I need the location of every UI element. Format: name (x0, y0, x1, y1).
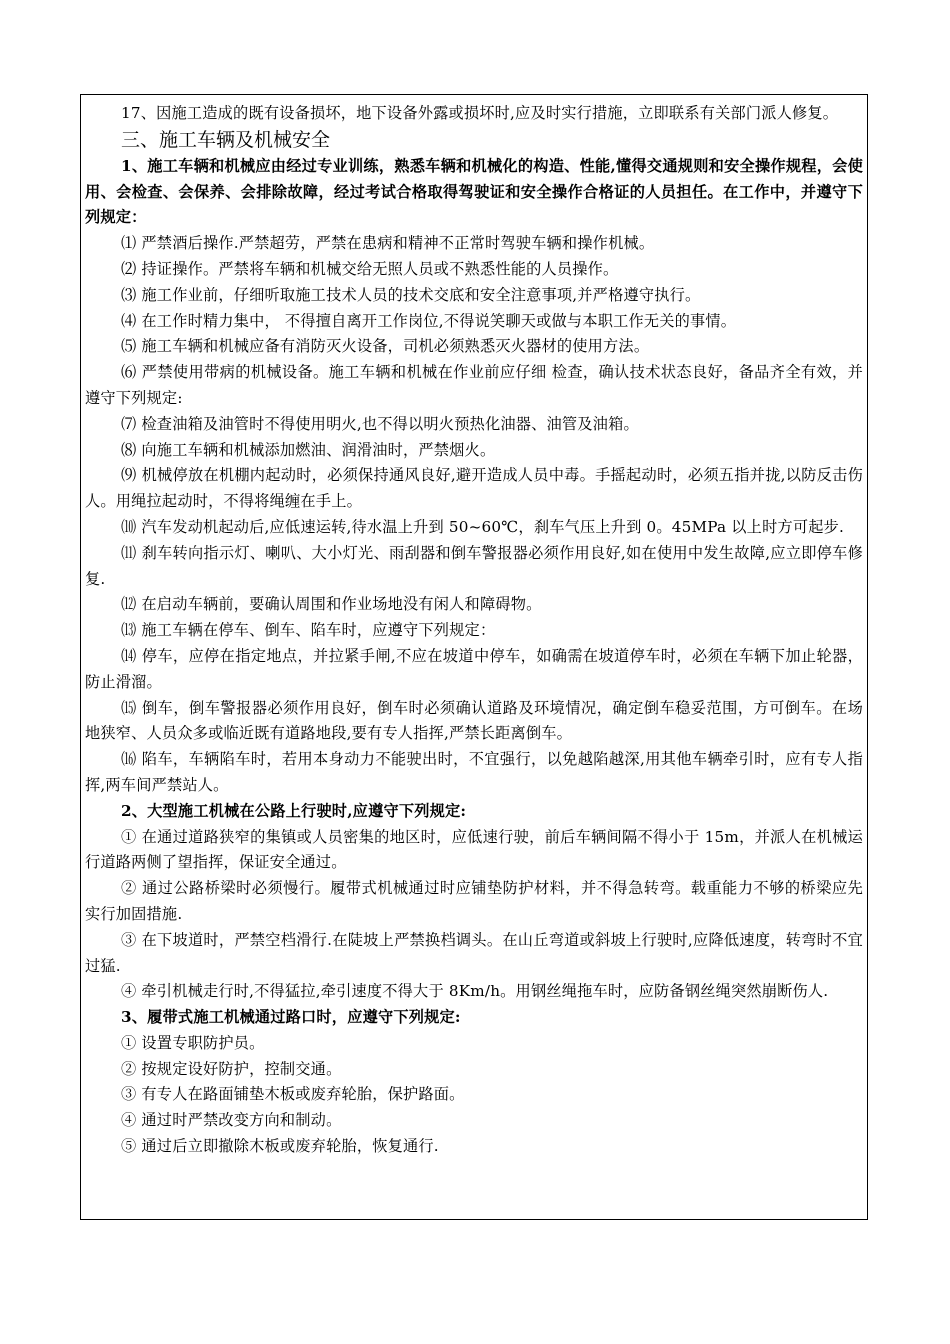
rule-1-item: ⑿ 在启动车辆前，要确认周围和作业场地没有闲人和障碍物。 (121, 595, 542, 614)
rule-1-item: ⑼ 机械停放在机棚内起动时，必须保持通风良好,避开造成人员中毒。手摇起动时，必须五指并拢,以防反击伤人。用绳拉起动时，不得将绳缠在手上。 (85, 466, 863, 511)
rule-1-item: ⑵ 持证操作。严禁将车辆和机械交给无照人员或不熟悉性能的人员操作。 (121, 259, 619, 278)
rule-1-item: ⑻ 向施工车辆和机械添加燃油、润滑油时，严禁烟火。 (121, 440, 496, 459)
rule-3-item: ① 设置专职防护员。 (121, 1033, 265, 1052)
rule-1-item: ⑶ 施工作业前，仔细听取施工技术人员的技术交底和安全注意事项,并严格遵守执行。 (121, 285, 701, 304)
section-heading: 三、施工车辆及机械安全 (121, 128, 331, 151)
rule-1-item: ⑹ 严禁使用带病的机械设备。施工车辆和机械在作业前应仔细 检查，确认技术状态良好，备品齐全有效，并遵守下列规定: (85, 363, 863, 407)
rule-1-item: ⒁ 停车，应停在指定地点，并拉紧手闸,不应在坡道中停车，如确需在坡道停车时，必须在车辆下加止轮器，防止滑溜。 (85, 646, 863, 691)
rule-3-item: ② 按规定设好防护，控制交通。 (121, 1059, 342, 1078)
rule-1-item: ⒃ 陷车，车辆陷车时，若用本身动力不能驶出时，不宜强行，以免越陷越深,用其他车辆牵引时，应有专人指挥,两车间严禁站人。 (85, 750, 863, 794)
rule-2-heading: 2、大型施工机械在公路上行驶时,应遵守下列规定: (121, 801, 467, 820)
rule-3-item: ③ 有专人在路面铺垫木板或废弃轮胎，保护路面。 (121, 1085, 465, 1104)
rule-3-item: ⑤ 通过后立即撤除木板或废弃轮胎，恢复通行. (121, 1137, 439, 1156)
rule-1-item: ⒀ 施工车辆在停车、倒车、陷车时，应遵守下列规定： (121, 621, 496, 640)
rule-3-item: ④ 通过时严禁改变方向和制动。 (121, 1111, 342, 1130)
paragraph-item-17: 17、因施工造成的既有设备损坏，地下设备外露或损坏时,应及时实行措施，立即联系有关部门派人修复。 (121, 104, 839, 122)
rule-2-item: ③ 在下坡道时，严禁空档滑行.在陡坡上严禁换档调头。在山丘弯道或斜坡上行驶时,应降低速度，转弯时不宜过猛. (85, 930, 863, 975)
document-body (85, 101, 863, 1160)
rule-1-item: ⑷ 在工作时精力集中， 不得擅自离开工作岗位,不得说笑聊天或做与本职工作无关的事情。 (121, 311, 737, 330)
rule-1-item: ⑽ 汽车发动机起动后,应低速运转,待水温上升到 50~60℃，刹车气压上升到 0。45MPa 以上时方可起步. (121, 517, 845, 536)
rule-3-heading: 3、履带式施工机械通过路口时，应遵守下列规定: (121, 1008, 461, 1027)
rule-2-item: ① 在通过道路狭窄的集镇或人员密集的地区时，应低速行驶，前后车辆间隔不得小于 15m，并派人在机械运行道路两侧了望指挥，保证安全通过。 (85, 827, 863, 872)
rule-2-item: ② 通过公路桥梁时必须慢行。履带式机械通过时应铺垫防护材料，并不得急转弯。载重能力不够的桥梁应先实行加固措施. (85, 879, 863, 923)
document-table-cell (80, 94, 868, 1220)
rule-1-item: ⑸ 施工车辆和机械应备有消防灭火设备，司机必须熟悉灭火器材的使用方法。 (121, 337, 650, 356)
rule-1-heading: 1、施工车辆和机械应由经过专业训练，熟悉车辆和机械化的构造、性能,懂得交通规则和安全操作规程，会使用、会检查、会保养、会排除故障，经过考试合格取得驾驶证和安全操作合格证的人员担任。在工作中，并遵守下列规定： (85, 156, 863, 227)
rule-1-item: ⑺ 检查油箱及油管时不得使用明火,也不得以明火预热化油器、油管及油箱。 (121, 414, 639, 433)
rule-2-item: ④ 牵引机械走行时,不得猛拉,牵引速度不得大于 8Km/h。用钢丝绳拖车时，应防备钢丝绳突然崩断伤人. (121, 982, 829, 1001)
rule-1-item: ⑾ 刹车转向指示灯、喇叭、大小灯光、雨刮器和倒车警报器必须作用良好,如在使用中发生故障,应立即停车修复. (85, 543, 863, 588)
rule-1-item: ⑴ 严禁酒后操作.严禁超劳，严禁在患病和精神不正常时驾驶车辆和操作机械。 (121, 234, 655, 253)
rule-1-item: ⒂ 倒车，倒车警报器必须作用良好，倒车时必须确认道路及环境情况，确定倒车稳妥范围，方可倒车。在场地狭窄、人员众多或临近既有道路地段,要有专人指挥,严禁长距离倒车。 (85, 698, 863, 743)
